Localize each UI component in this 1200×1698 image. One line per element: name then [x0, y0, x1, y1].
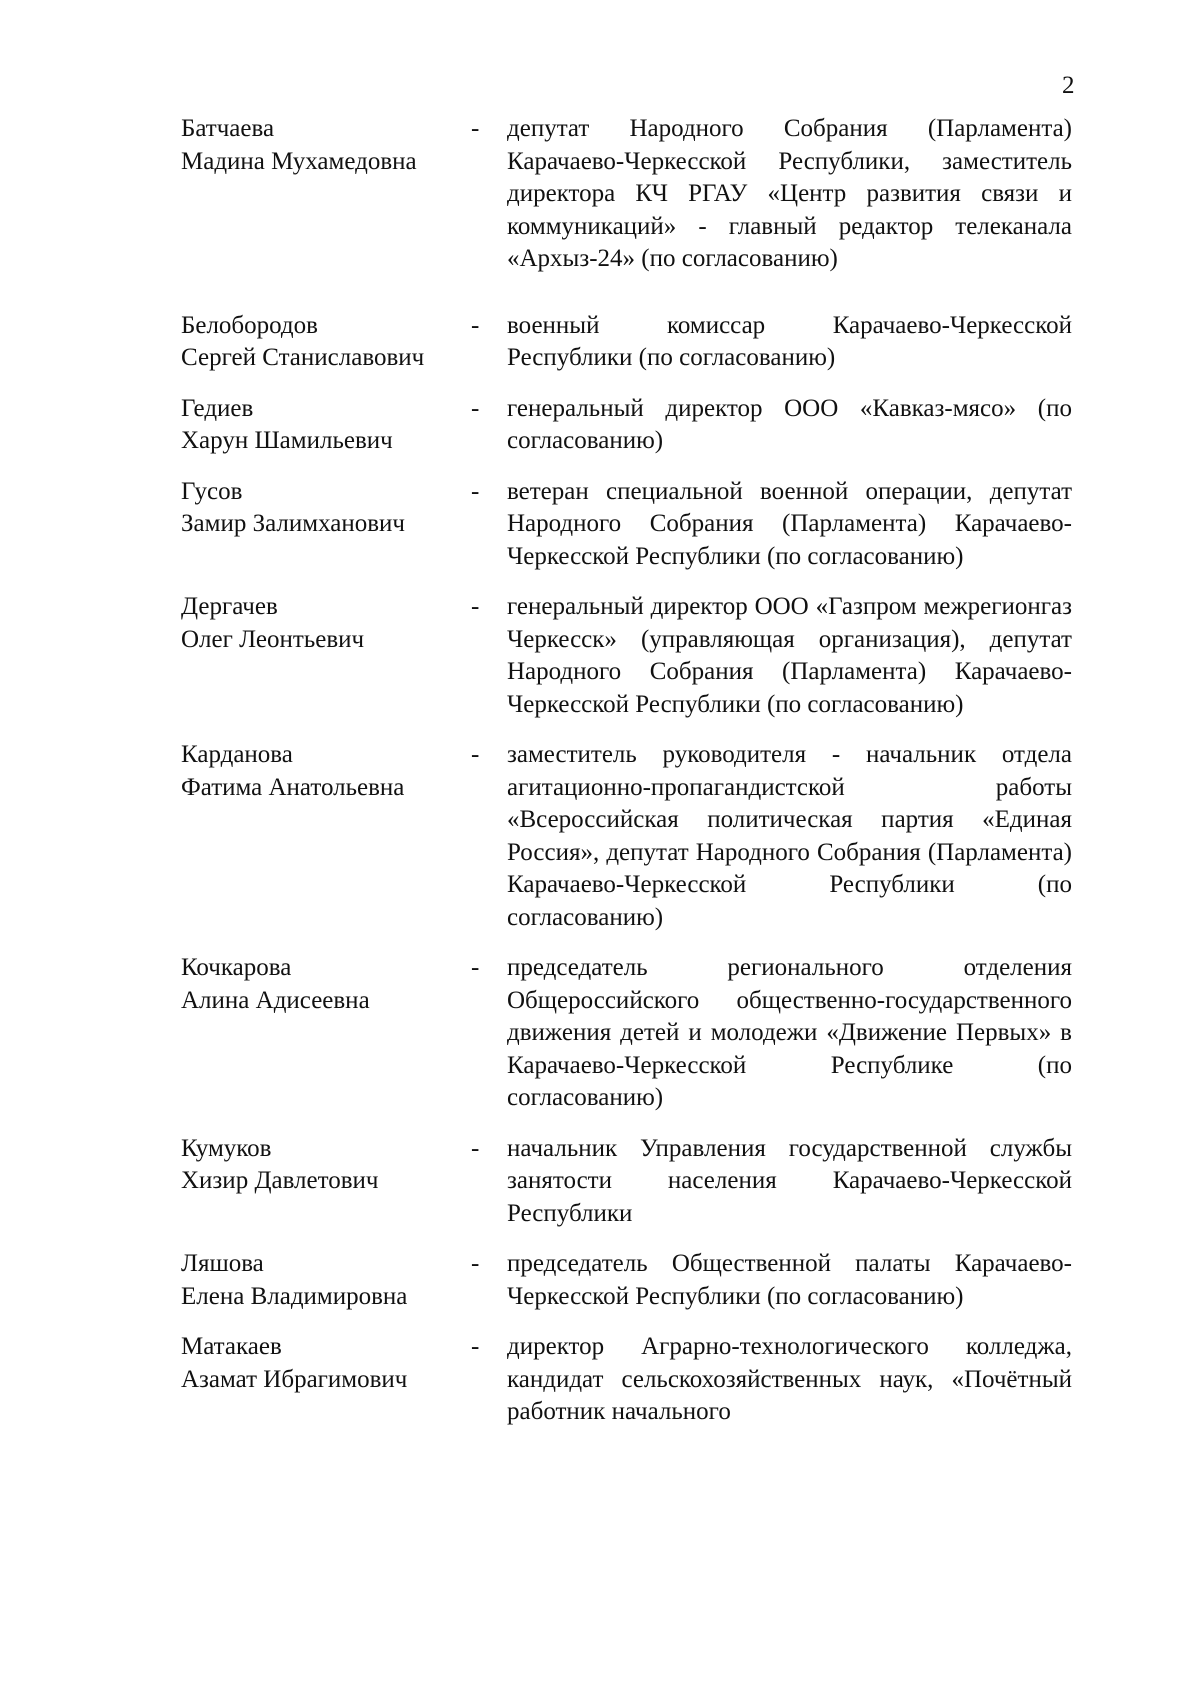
separator-dash: - — [471, 477, 480, 505]
member-given-name: Алина Адисеевна — [181, 986, 370, 1014]
member-name — [181, 113, 471, 178]
member-position: начальник Управления государственной службы занятости населения Карачаево-Черкесской Республики — [507, 1134, 1072, 1227]
member-given-name: Харун Шамильевич — [181, 427, 393, 454]
member-name — [181, 1331, 471, 1396]
member-given-name: Азамат Ибрагимович — [181, 1365, 408, 1393]
member-position: депутат Народного Собрания (Парламента) Карачаево-Черкесской Республики, заместитель директора КЧ РГАУ «Центр развития связи и коммуникаций» - главный редактор телеканала «Архыз-24» (по согласованию) — [507, 115, 1072, 272]
member-given-name: Олег Леонтьевич — [181, 625, 365, 653]
member-entry — [181, 952, 1081, 1115]
member-entry — [181, 591, 1081, 721]
member-name — [181, 952, 471, 1017]
member-position: военный комиссар Карачаево-Черкесской Республики (по согласованию) — [507, 311, 1072, 371]
member-surname: Матакаев — [181, 1333, 282, 1360]
member-given-name: Мадина Мухамедовна — [181, 147, 417, 175]
member-surname: Гедиев — [181, 394, 254, 422]
member-name — [181, 739, 471, 804]
separator-dash: - — [471, 115, 480, 142]
member-surname: Белобородов — [181, 311, 318, 339]
member-given-name: Сергей Станиславович — [181, 344, 425, 371]
member-name — [181, 1248, 471, 1313]
member-name — [181, 476, 471, 541]
member-surname: Ляшова — [181, 1250, 264, 1277]
separator-dash: - — [471, 394, 480, 422]
separator-dash: - — [471, 593, 480, 620]
member-given-name: Елена Владимировна — [181, 1282, 408, 1310]
member-surname: Дергачев — [181, 593, 278, 620]
member-entry — [181, 1133, 1081, 1231]
member-position: генеральный директор ООО «Кавказ-мясо» (по согласованию) — [507, 394, 1072, 454]
separator-dash: - — [471, 311, 480, 339]
member-surname: Гусов — [181, 477, 243, 505]
member-surname: Кумуков — [181, 1134, 272, 1162]
member-position: заместитель руководителя - начальник отдела агитационно-пропагандистской работы «Всероссийская политическая партия «Единая Россия», депутат Народного Собрания (Парламента) Карачаево-Черкесской Республики (по согласованию) — [507, 741, 1072, 931]
separator-dash: - — [471, 1134, 480, 1162]
member-position: председатель регионального отделения Общероссийского общественно-государственного движения детей и молодежи «Движение Первых» в Карачаево-Черкесской Республике (по согласованию) — [507, 954, 1072, 1111]
member-entry — [181, 476, 1081, 574]
member-given-name: Замир Залимханович — [181, 510, 405, 537]
member-entry — [181, 1248, 1081, 1313]
member-entry — [181, 393, 1081, 458]
member-surname: Кочкарова — [181, 954, 292, 981]
member-name — [181, 310, 471, 375]
page-number: 2 — [1062, 72, 1075, 99]
member-given-name: Хизир Давлетович — [181, 1167, 379, 1194]
separator-dash: - — [471, 1250, 480, 1277]
member-position: директор Аграрно-технологического колледжа, кандидат сельскохозяйственных наук, «Почётный работник начального — [507, 1333, 1072, 1425]
member-name — [181, 591, 471, 656]
member-entry — [181, 310, 1081, 375]
member-entry — [181, 739, 1081, 934]
member-surname: Карданова — [181, 741, 293, 768]
member-position: председатель Общественной палаты Карачаево-Черкесской Республики (по согласованию) — [507, 1250, 1072, 1310]
member-list — [181, 113, 1081, 1429]
member-name — [181, 393, 471, 458]
separator-dash: - — [471, 954, 480, 981]
member-entry — [181, 1331, 1081, 1429]
member-given-name: Фатима Анатольевна — [181, 773, 405, 801]
separator-dash: - — [471, 1333, 480, 1360]
member-entry — [181, 113, 1081, 276]
member-surname: Батчаева — [181, 115, 275, 142]
member-position: генеральный директор ООО «Газпром межрегионгаз Черкесск» (управляющая организация), депутат Народного Собрания (Парламента) Карачаево-Черкесской Республики (по согласованию) — [507, 593, 1072, 718]
member-position: ветеран специальной военной операции, депутат Народного Собрания (Парламента) Карачаево-Черкесской Республики (по согласованию) — [507, 477, 1072, 570]
separator-dash: - — [471, 741, 480, 768]
member-name — [181, 1133, 471, 1198]
